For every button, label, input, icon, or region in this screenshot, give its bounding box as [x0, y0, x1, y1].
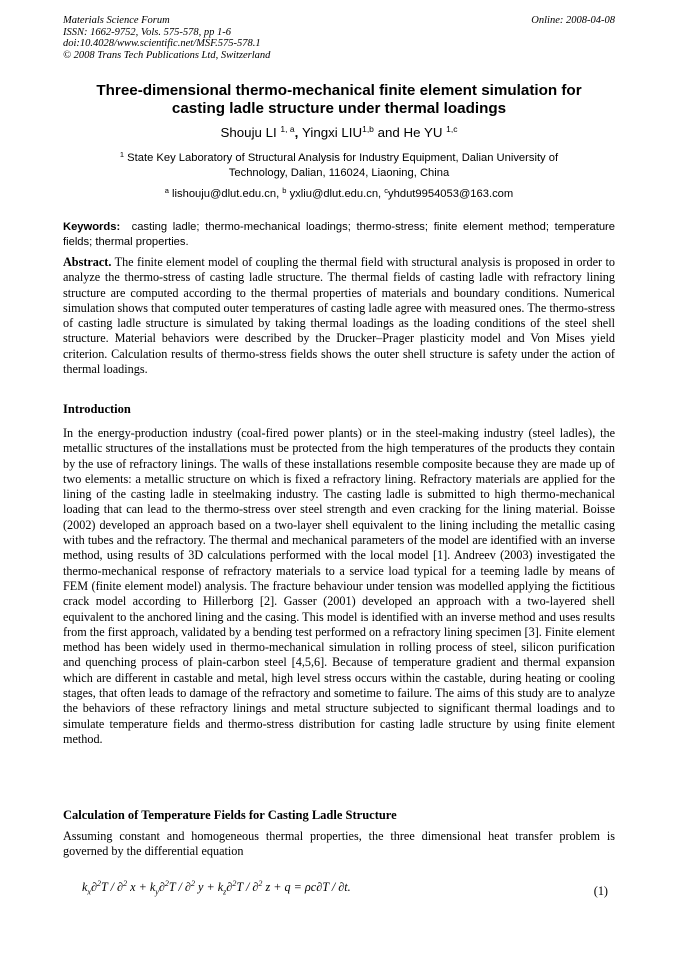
email-a[interactable]: lishouju@dlut.edu.cn, [172, 188, 280, 200]
affiliation-line-1: $^1$ State Key Laboratory of Structural Analysis for Industry Equipment, Dalian University of [119, 150, 559, 164]
keywords-label: Keywords: [63, 221, 121, 233]
introduction-heading: Introduction [63, 402, 131, 416]
email-list [63, 184, 615, 201]
section-2-heading: Calculation of Temperature Fields for Casting Ladle Structure [63, 808, 397, 822]
keywords-text: casting ladle; thermo-mechanical loadings; thermo-stress; finite element method; temperature fields; thermal properties. [63, 221, 615, 248]
author-3-superscript: 1,c [446, 124, 458, 134]
section-2-text: Assuming constant and homogeneous thermal properties, the three dimensional heat transfer problem is governed by the differential equation [63, 829, 615, 859]
affiliation-line-2: Technology, Dalian, 116024, Liaoning, China [228, 166, 450, 179]
journal-name: Materials Science Forum [63, 15, 170, 26]
title-line-1: Three-dimensional thermo-mechanical finite element simulation for [96, 82, 582, 99]
affiliation [63, 148, 615, 180]
journal-header [63, 15, 615, 61]
equation-number: (1) [593, 884, 608, 898]
author-separator-1: , [294, 125, 302, 140]
introduction-text: In the energy-production industry (coal-fired power plants) or in the steel-making industry (steel ladles), the metallic structures of the installations must be protected from the high temperatures of the products they contain by the use of refractory linings. The walls of these installations resemble composite because they are made up of two elements: a metallic structure on which is fixed a refractory lining. Refractory materials are applied for the lining of the casting ladle in steelmaking industry. The casting ladle is submitted to high thermo-mechanical loading that can lead to the thermo-stress over steel strength and even cracking for the lining material. Boisse (2002) developed an approach based on a two-layer shell equivalent to the lining including the metallic casing with tubes and the refractory. The thermal and mechanical parameters of the model are identified with an inverse method, using results of 3D calculations performed with the local model [1]. Andreev (2003) investigated the thermo-mechanical response of refractory materials to a service load typical for a teeming ladle by means of FEM (finite element model) analysis. The fracture behaviour under tension was modelled applying the fictitious crack model according to Hillerborg [2]. Gasser (2001) developed an approach with a two-layered shell equivalent to the anchored lining and the casing. This model is identified with an inverse method and uses results from the first approach, validated by a bending test performed on a refractory lining specimen [3]. Finite element method has been widely used in thermo-mechanical simulation in rolling process of steel, silicon purification and quenching process of plain-carbon steel [4,5,6]. Because of temperature gradient and thermal expansion which are different in castable and metal, high level stress occurs within the castable, during heating or cooling stages, that often leads to damage of the refractory and sometime to failure. The aims of this study are to analyze the behaviors of these refractory linings and metal structure subjected to significant thermal loadings and to simulate temperature fields and thermo-stress distribution for casting ladle structure by using finite element method. [63, 426, 615, 746]
online-date: Online: 2008-04-08 [531, 15, 615, 26]
author-separator-2: and [373, 125, 404, 140]
abstract-label: Abstract. [63, 255, 112, 269]
email-c-superscript: c [384, 186, 389, 195]
email-a-superscript: a [164, 186, 169, 195]
email-b-superscript: b [282, 186, 287, 195]
abstract-text: The finite element model of coupling the thermal field with structural analysis is proposed in order to analyze the thermo-stress of casting ladle structure. The thermal fields of casting ladle with refractory lining structure are computed according to the thermal properties of materials and boundary conditions. Numerical simulation shows that computed outer temperatures of casting ladle agree with measured ones. The thermo-stress of casting ladle structure is simulated by taking thermal loadings as the loading conditions of the steel shell structure. Material behaviors were described by the Drucker–Prager plasticity model and Von Mises yield criterion. Calculation results of thermo-stress fields shows the outer shell structure is safety under the action of thermal loadings. [63, 255, 615, 377]
author-2: Yingxi LIU [301, 125, 363, 140]
abstract [63, 255, 615, 377]
author-list [63, 121, 615, 141]
author-3: He YU [403, 125, 443, 140]
title-line-2: casting ladle structure under thermal loadings [171, 100, 507, 117]
email-b[interactable]: yxliu@dlut.edu.cn, [289, 188, 382, 200]
keywords [63, 220, 615, 249]
author-2-superscript: 1,b [362, 124, 374, 134]
issn-line: ISSN: 1662-9752, Vols. 575-578, pp 1-6 [63, 26, 231, 38]
affiliation-superscript: 1 [119, 150, 125, 159]
email-c[interactable]: yhdut9954053@163.com [388, 188, 514, 200]
paper-title [63, 82, 615, 118]
doi-line[interactable]: doi:10.4028/www.scientific.net/MSF.575-578.1 [63, 38, 261, 49]
heat-equation: $k_x\partial^2T / \partial^2$ $x + k_y\partial^2T / \partial^2$ $y + k_z\partial^2T / \partial^2$ z + q = ρc∂T / ∂t. [82, 879, 351, 897]
author-1-superscript: 1, a [280, 124, 295, 134]
copyright-line: © 2008 Trans Tech Publications Ltd, Switzerland [63, 49, 271, 61]
author-1: Shouju LI [220, 125, 277, 140]
